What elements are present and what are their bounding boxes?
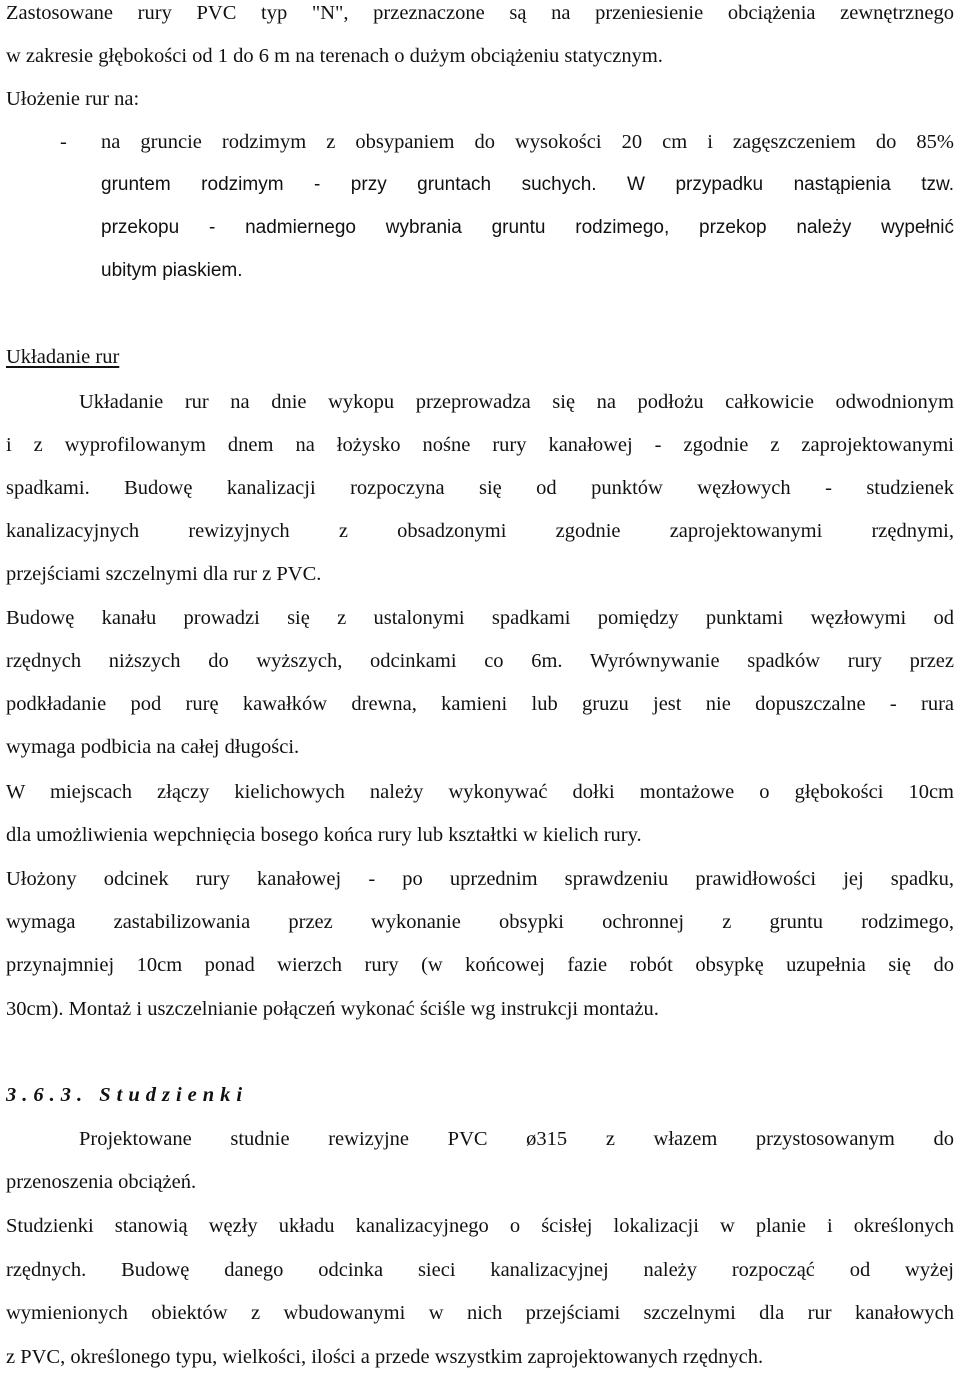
list-bullet: -: [60, 131, 67, 153]
paragraph-line: wymienionych obiektów z wbudowanymi w nich przejściami szczelnymi dla rur kanałowych: [6, 1302, 954, 1324]
paragraph-line: spadkami. Budowę kanalizacji rozpoczyna się od punktów węzłowych - studzienek: [6, 477, 954, 499]
paragraph-line: Ułożony odcinek rury kanałowej - po uprzednim sprawdzeniu prawidłowości jej spadku,: [6, 868, 954, 890]
list-item-line: gruntem rodzimym - przy gruntach suchych. W przypadku nastąpienia tzw.: [101, 174, 954, 195]
paragraph-line: W miejscach złączy kielichowych należy wykonywać dołki montażowe o głębokości 10cm: [6, 781, 954, 803]
paragraph-line: Ułożenie rur na:: [6, 88, 140, 110]
section-heading: 3.6.3. Studzienki: [6, 1084, 249, 1106]
paragraph-line: rzędnych. Budowę danego odcinka sieci kanalizacyjnej należy rozpocząć od wyżej: [6, 1259, 954, 1281]
list-item-line: przekopu - nadmiernego wybrania gruntu rodzimego, przekop należy wypełnić: [101, 217, 954, 238]
paragraph-line: Projektowane studnie rewizyjne PVC ø315 z włazem przystosowanym do: [79, 1128, 954, 1150]
section-title: Układanie rur: [6, 346, 120, 368]
paragraph-line: w zakresie głębokości od 1 do 6 m na terenach o dużym obciążeniu statycznym.: [6, 45, 663, 67]
paragraph-line: z PVC, określonego typu, wielkości, ilości a przede wszystkim zaprojektowanych rzędnych.: [6, 1346, 764, 1368]
paragraph-line: rzędnych niższych do wyższych, odcinkami co 6m. Wyrównywanie spadków rury przez: [6, 650, 954, 672]
paragraph-line: przejściami szczelnymi dla rur z PVC.: [6, 563, 322, 585]
paragraph-line: wymaga podbicia na całej długości.: [6, 736, 300, 758]
paragraph-line: Budowę kanału prowadzi się z ustalonymi spadkami pomiędzy punktami węzłowymi od: [6, 607, 954, 629]
paragraph-line: dla umożliwienia wepchnięcia bosego końca rury lub kształtki w kielich rury.: [6, 824, 642, 846]
paragraph-line: wymaga zastabilizowania przez wykonanie obsypki ochronnej z gruntu rodzimego,: [6, 911, 954, 933]
paragraph-line: przenoszenia obciążeń.: [6, 1171, 197, 1193]
paragraph-line: Zastosowane rury PVC typ "N", przeznaczone są na przeniesienie obciążenia zewnętrznego: [6, 2, 954, 24]
paragraph-line: Studzienki stanowią węzły układu kanalizacyjnego o ścisłej lokalizacji w planie i określonych: [6, 1215, 954, 1237]
paragraph-line: 30cm). Montaż i uszczelnianie połączeń wykonać ściśle wg instrukcji montażu.: [6, 998, 659, 1020]
paragraph-line: Układanie rur na dnie wykopu przeprowadza się na podłożu całkowicie odwodnionym: [79, 391, 954, 413]
list-item-line: na gruncie rodzimym z obsypaniem do wysokości 20 cm i zagęszczeniem do 85%: [101, 131, 954, 153]
list-item-line: ubitym piaskiem.: [101, 260, 243, 281]
paragraph-line: kanalizacyjnych rewizyjnych z obsadzonymi zgodnie zaprojektowanymi rzędnymi,: [6, 520, 954, 542]
paragraph-line: przynajmniej 10cm ponad wierzch rury (w końcowej fazie robót obsypkę uzupełnia się do: [6, 954, 954, 976]
paragraph-line: podkładanie pod rurę kawałków drewna, kamieni lub gruzu jest nie dopuszczalne - rura: [6, 693, 954, 715]
paragraph-line: i z wyprofilowanym dnem na łożysko nośne rury kanałowej - zgodnie z zaprojektowanymi: [6, 434, 954, 456]
